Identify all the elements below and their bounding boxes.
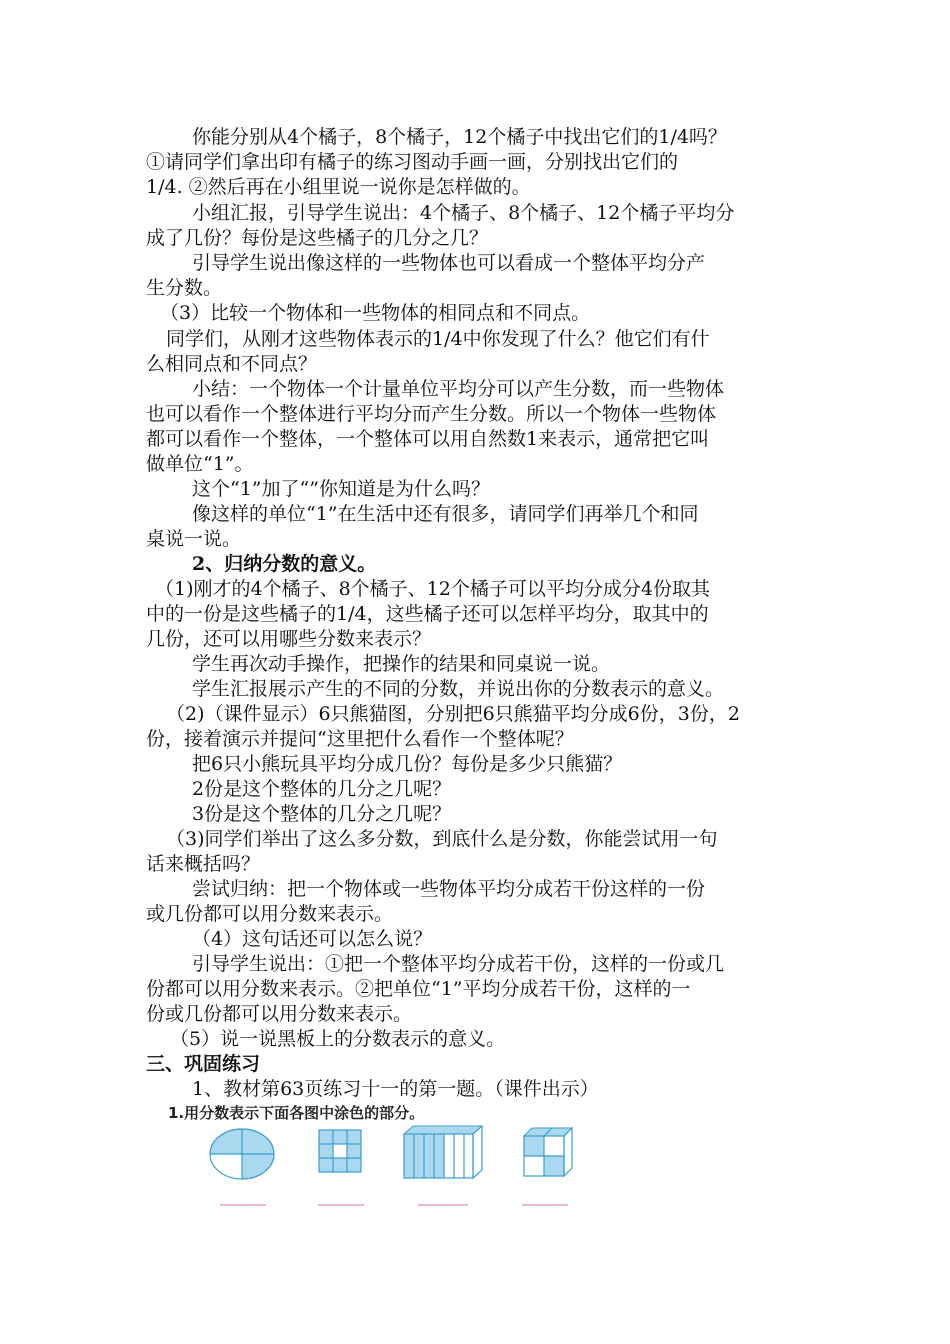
text-line: 生分数。 [146,277,223,299]
text-line: 份或几份都可以用分数来表示。 [146,1003,413,1025]
text-line: 学生再次动手操作，把操作的结果和同桌说一说。 [192,653,611,675]
shaded-part [319,1144,333,1158]
exercise-figure [168,1102,618,1217]
shaded-part [347,1144,361,1158]
text-line: 么相同点和不同点？ [146,353,318,375]
box-top [404,1126,482,1134]
text-line: 份，接着演示并提问“这里把什么看作一个整体呢？ [146,728,574,750]
shaded-part [319,1158,361,1172]
text-line: 1、教材第63页练习十一的第一题。（课件出示） [192,1078,599,1100]
text-line: （2)（课件显示）6只熊猫图，分别把6只熊猫平均分成6份，3份，2 [166,703,740,725]
text-line: （1)刚才的4个橘子、8个橘子、12个橘子可以平均分成分4份取其 [155,578,710,600]
section-heading: 三、巩固练习 [146,1053,261,1075]
cube-side [564,1128,572,1176]
figure-drawing [168,1102,618,1217]
section-heading: 2、归纳分数的意义。 [192,553,377,575]
text-line: ①请同学们拿出印有橘子的练习图动手画一画，分别找出它们的 [146,151,679,173]
text-line: （5）说一说黑板上的分数表示的意义。 [170,1028,506,1050]
text-line: 小结：一个物体一个计量单位平均分可以产生分数，而一些物体 [192,378,725,400]
text-line: 都可以看作一个整体，一个整体可以用自然数1来表示，通常把它叫 [146,428,710,450]
text-line: 几份，还可以用哪些分数来表示？ [146,628,432,650]
text-line: 或几份都可以用分数来表示。 [146,903,394,925]
shaded-part [319,1130,361,1144]
text-line: 桌说一说。 [146,528,242,550]
text-line: 也可以看作一个整体进行平均分而产生分数。所以一个物体一些物体 [146,403,717,425]
text-line: 1/4. ②然后再在小组里说一说你是怎样做的。 [146,176,531,198]
grid-square-figure [319,1130,361,1172]
text-line: 像这样的单位“1”在生活中还有很多，请同学们再举几个和同 [192,503,699,525]
shaded-part [544,1156,564,1176]
text-line: 这个“1”加了“”你知道是为什么吗？ [192,478,490,500]
box-side [473,1126,482,1178]
text-line: （4）这句话还可以怎么说？ [192,928,433,950]
text-line: 把6只小熊玩具平均分成几份？每份是多少只熊猫？ [192,753,623,775]
circle-quarters-figure [210,1129,274,1179]
text-line: 同学们，从刚才这些物体表示的1/4中你发现了什么？他它们有什 [166,328,710,350]
figure-caption: 1.用分数表示下面各图中涂色的部分。 [168,1104,425,1122]
text-line: 你能分别从4个橘子，8个橘子，12个橘子中找出它们的1/4吗？ [192,126,727,148]
cube-figure [524,1128,572,1176]
striped-box-figure [404,1126,482,1178]
text-line: 学生汇报展示产生的不同的分数，并说出你的分数表示的意义。 [192,678,725,700]
text-line: （3)同学们举出了这么多分数，到底什么是分数，你能尝试用一句 [166,828,718,850]
text-line: 中的一份是这些橘子的1/4，这些橘子还可以怎样平均分，取其中的 [146,603,709,625]
text-line: （3）比较一个物体和一些物体的相同点和不同点。 [160,302,591,324]
text-line: 做单位“1”。 [146,453,254,475]
text-line: 3份是这个整体的几分之几呢？ [192,803,452,825]
text-line: 尝试归纳：把一个物体或一些物体平均分成若干份这样的一份 [192,878,706,900]
text-line: 话来概括吗？ [146,853,261,875]
text-line: 引导学生说出像这样的一些物体也可以看成一个整体平均分产 [192,252,706,274]
text-line: 份都可以用分数来表示。②把单位“1”平均分成若干份，这样的一 [146,978,691,1000]
text-line: 2份是这个整体的几分之几呢？ [192,778,452,800]
shaded-part [524,1136,544,1156]
text-line: 成了几份？每份是这些橘子的几分之几？ [146,227,489,249]
text-line: 小组汇报，引导学生说出：4个橘子、8个橘子、12个橘子平均分 [192,202,735,224]
text-line: 引导学生说出：①把一个整体平均分成若干份，这样的一份或几 [192,953,725,975]
